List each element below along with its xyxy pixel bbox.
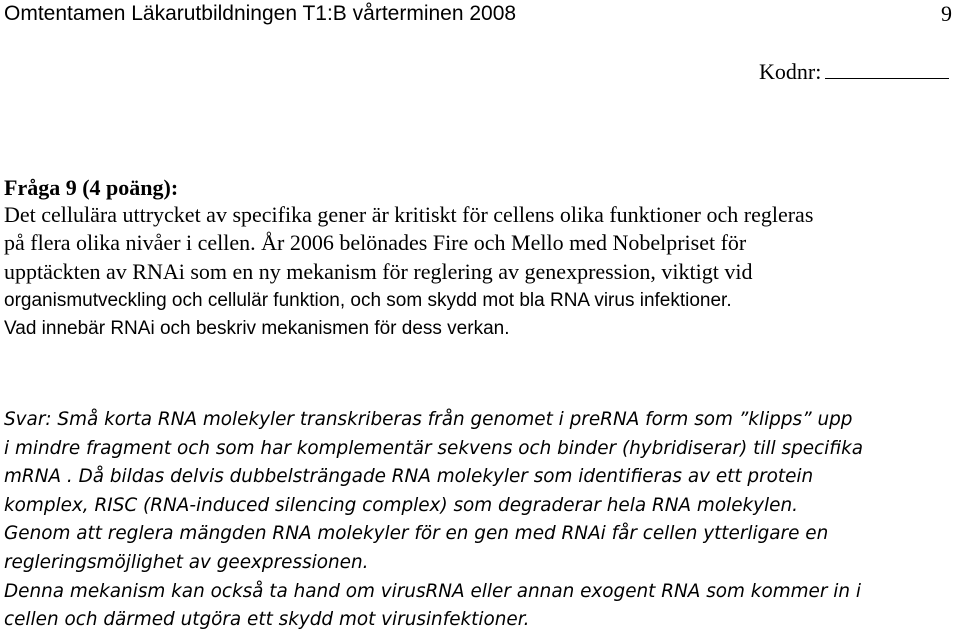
question-text (4, 201, 960, 342)
answer-line: Denna mekanism kan också ta hand om virusRNA eller annan exogent RNA som kommer in i (4, 580, 861, 602)
page-number: 9 (941, 1, 952, 26)
question-line (4, 314, 960, 342)
answer-line: mRNA . Då bildas delvis dubbelsträngade RNA molekyler som identifieras av ett protein (4, 466, 814, 488)
question-heading: Fråga 9 (4 poäng): (4, 175, 179, 200)
question-line (4, 258, 960, 286)
question-line-segment: Vad innebär RNAi och beskriv mekanismen för dess verkan. (4, 318, 510, 340)
code-number-field (759, 58, 949, 86)
page-header-title: Omtentamen Läkarutbildningen T1:B vårterminen 2008 (4, 2, 517, 25)
question-line-segment: organismutveckling och cellulär funktion, och som skydd mot bla RNA virus infektioner. (4, 289, 732, 311)
question-line (4, 229, 960, 257)
answer-line: komplex, RISC (RNA-induced silencing complex) som degraderar hela RNA molekylen. (4, 494, 798, 516)
code-number-blank-line (825, 58, 949, 79)
answer-line: regleringsmöjlighet av geexpressionen. (4, 551, 369, 573)
answer-text (4, 406, 960, 635)
question-line-segment: upptäckten av RNAi som en ny mekanism för reglering av genexpression, viktigt vid (4, 258, 753, 284)
answer-line: Svar: Små korta RNA molekyler transkriberas från genomet i preRNA form som ”klipps” upp (4, 409, 853, 430)
question-line-segment: Det cellulära uttrycket av specifika gener är kritiskt för cellens olika funktioner och regleras (4, 202, 814, 227)
answer-line: cellen och därmed utgöra ett skydd mot virusinfektioner. (4, 609, 530, 631)
code-number-label: Kodnr: (759, 59, 822, 84)
answer-line: i mindre fragment och som har komplementär sekvens och binder (hybridiserar) till specifika (4, 437, 864, 459)
answer-line: Genom att reglera mängden RNA molekyler för en gen med RNAi får cellen ytterligare en (4, 523, 829, 545)
question-line-segment: År 2006 belönades Fire och Mello med Nobelpriset för (255, 230, 747, 256)
question-line (4, 201, 960, 229)
question-line-segment: på flera olika nivåer i cellen. (4, 230, 256, 256)
question-line (4, 286, 960, 314)
